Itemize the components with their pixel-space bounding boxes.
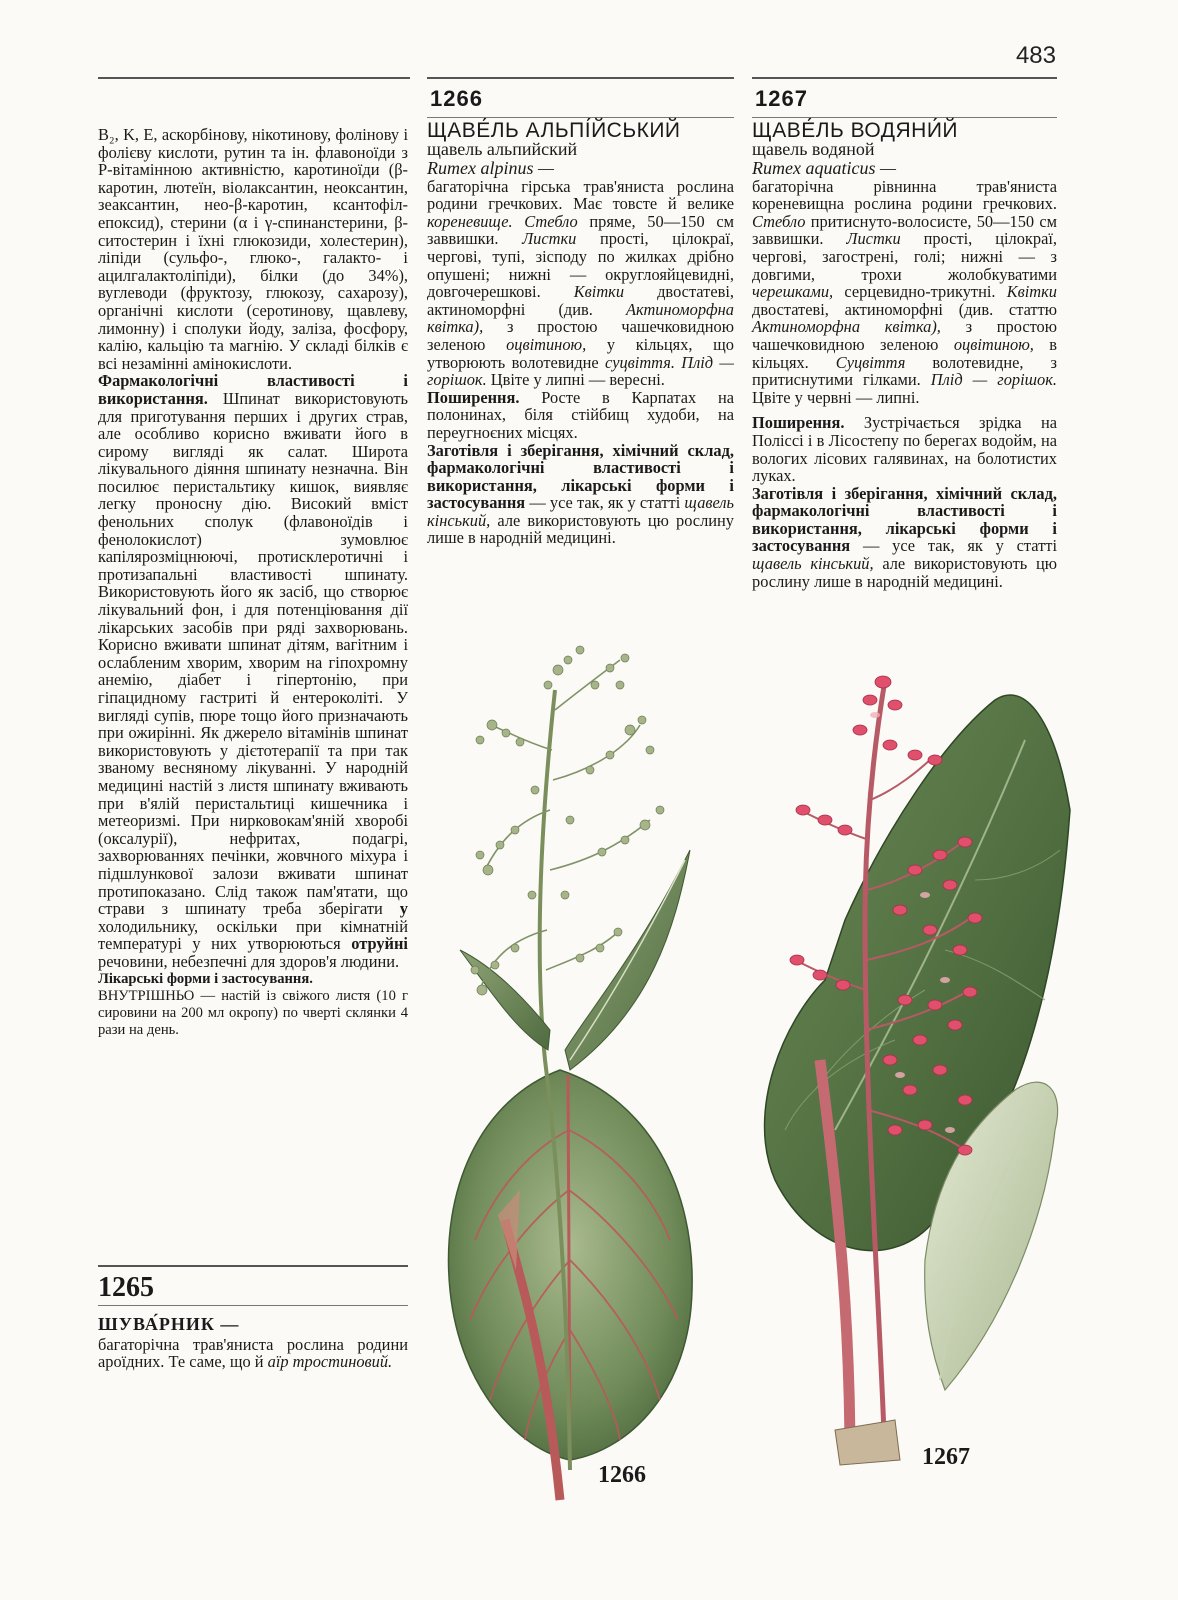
entry-1267-number: 1267 [755, 86, 808, 111]
rule-under-1267 [752, 117, 1057, 118]
entry-1267-preparation: Заготівля і зберігання, хімічний склад, фармакологічні властивості і використання, лікарські форми і застосування — усе так, як у статті щавель кінський, але використовують цю рослину лише в народній медицині. [752, 483, 1058, 591]
entry-1266-description: багаторічна гірська трав'яниста рослина родини гречкових. Має товсте й велике кореневище. Стебло пряме, 50—150 см заввишки. Листки прості, цілокраї, чергові, тупі, зісподу по жилках дрібно опушені; нижні — округлояйцевидні, довгочерешкові. Квітки двостатеві, актиноморфні (див. Актиноморфна квітка), з простою чашечковидною зеленою оцвітиною, у кільцях, що утворюють волотевидне суцвіття. Плід — горішок. Цвіте у липні — вересні. [427, 176, 734, 390]
right-column [752, 119, 1058, 591]
entry-1266-title: ЩАВЕ́ЛЬ АЛЬПІ́ЙСЬКИЙ [427, 119, 681, 142]
entry-1265-number: 1265 [98, 1272, 154, 1303]
entry-1267-description: багаторічна рівнинна трав'яниста кореневищна рослина родини гречкових. Стебло притиснуто-волосисте, 50—150 см заввишки. Листки прості, цілокраї, чергові, загострені, голі; нижні — з довгими, трохи жолобкуватими черешками, серцевидно-трикутні. Квітки двостатеві, актиноморфні (див. статтю Актиноморфна квітка), з простою чашечковидною зеленою оцвітиною, в кільцях. Суцвіття волотевидне, з притиснутими гілками. Плід — горішок. Цвіте у червні — липні. [752, 176, 1058, 407]
entry-1265-title: ШУВА́РНИК — [98, 1314, 240, 1334]
top-rule-left [98, 77, 410, 79]
entry-1267-russian: щавель водяной [752, 138, 875, 159]
rumex-alpinus-illustration [420, 630, 720, 1510]
entry-1266-preparation: Заготівля і зберігання, хімічний склад, фармакологічні властивості і використання, лікарські форми і застосування — усе так, як у статті щавель кінський, але використовують цю рослину лише в народній медицині. [427, 440, 734, 548]
entry-1266-russian: щавель альпийский [427, 138, 578, 159]
spinach-composition: B₂, K, E, аскорбінову, нікотинову, фолінову і фолієву кислоти, рутин та ін. флавоноїди з Р-вітамінною активністю, каротиноїди (β-каротин, лютеїн, віолаксантин, неоксантин, зеаксантин, нео-β-каротин, ксантофіл-епоксид), стерини (α і γ-спинанстерини, β-ситостерин і їхні глюкозиди, холестерин), ліпіди (сульфо-, глюко-, галакто- і ацилгалактоліпіди), білки (до 34%), вуглеводи (фруктозу, глюкозу, сахарозу), органічні кислоти (серотинову, щавлеву, лимонну) і сполуки йоду, заліза, фосфору, калію, кальцію та магнію. У складі білків є всі незамінні амінокислоти. [98, 125, 408, 373]
page-number: 483 [1015, 42, 1056, 69]
entry-1267-title: ЩАВЕ́ЛЬ ВОДЯНИ́Й [752, 119, 959, 142]
entry-1266-latin: Rumex alpinus — [427, 157, 554, 178]
forms-heading: Лікарські форми і застосування. [98, 970, 313, 987]
entry-1267-latin: Rumex aquaticus — [752, 157, 896, 178]
pharm-heading: Фармакологічні властивості і використання. [98, 371, 408, 408]
top-rule-right [752, 77, 1057, 79]
spinach-pharmacology: Фармакологічні властивості і використання. Шпинат використовують для приготування перших і других страв, але особливо корисно вживати його в сирому вигляді як салат. Широта лікувального діяння шпинату незначна. Він посилює перистальтику кишок, виявляє легку проносну дію. Високий вміст фенольних сполук (флавоноїдів і фенолокислот) зумовлює капілярозміцнюючі, протисклеротичні і протизапальні властивості шпинату. Використовують його як засіб, що створює лікувальний фон, і для потенціювання дії лікарських засобів при ряді захворювань. Корисно вживати шпинат дітям, вагітним і ослабленим хворим, хворим на гіпохромну анемію, діабет і гіпертонію, при гіпацидному гастриті й ентероколіті. У вигляді супів, пюре тощо його призначають при ожирінні. Як джерело вітамінів шпинат використовують у дієтотерапії та при так званому весняному лікуванні. У народній медицині настій з листя шпинату вживають при в'ялій перистальтиці кишечника і метеоризмі. При нирковокам'яній хворобі (оксалурії), нефритах, подагрі, захворюваннях печінки, жовчного міхура і підшлункової залози вживати шпинат протипоказано. Слід також пам'ятати, що страви з шпинату треба зберігати у холодильнику, оскільки при кімнатній температурі у них утворюються отруйні речовини, небезпечні для здоров'я людини. [98, 371, 408, 971]
entry-1267-spread: Поширення. Зустрічається зрідка на Поліссі і в Лісостепу по берегах водойм, на вологих лісових галявинах, на болотистих луках. [752, 413, 1057, 486]
rule-under-1266 [427, 117, 734, 118]
rule-above-1265 [98, 1265, 408, 1267]
left-column [98, 126, 408, 1039]
rumex-aquaticus-illustration [725, 660, 1075, 1480]
entry-1266-spread: Поширення. Росте в Карпатах на полонинах, біля стійбищ худоби, на переугноєних місцях. [427, 387, 734, 442]
rule-under-1265 [98, 1305, 408, 1306]
top-rule-mid [427, 77, 734, 79]
entry-1266-number: 1266 [430, 86, 483, 111]
spinach-forms: Лікарські форми і застосування. ВНУТРІШНЬО — настій із свіжого листя (10 г сировини на 200 мл окропу) по чверті склянки 4 рази на день. [98, 970, 408, 1038]
figure-label-1266: 1266 [598, 1462, 646, 1488]
mid-column [427, 119, 734, 548]
figure-label-1267: 1267 [922, 1444, 970, 1470]
green-flower-clusters [471, 646, 664, 995]
upper-leaf-left [460, 950, 550, 1050]
entry-1265: ШУВА́РНИК — багаторічна трав'яниста рослина родини ароїдних. Те саме, що й аїр тростиновий. [98, 1314, 408, 1372]
